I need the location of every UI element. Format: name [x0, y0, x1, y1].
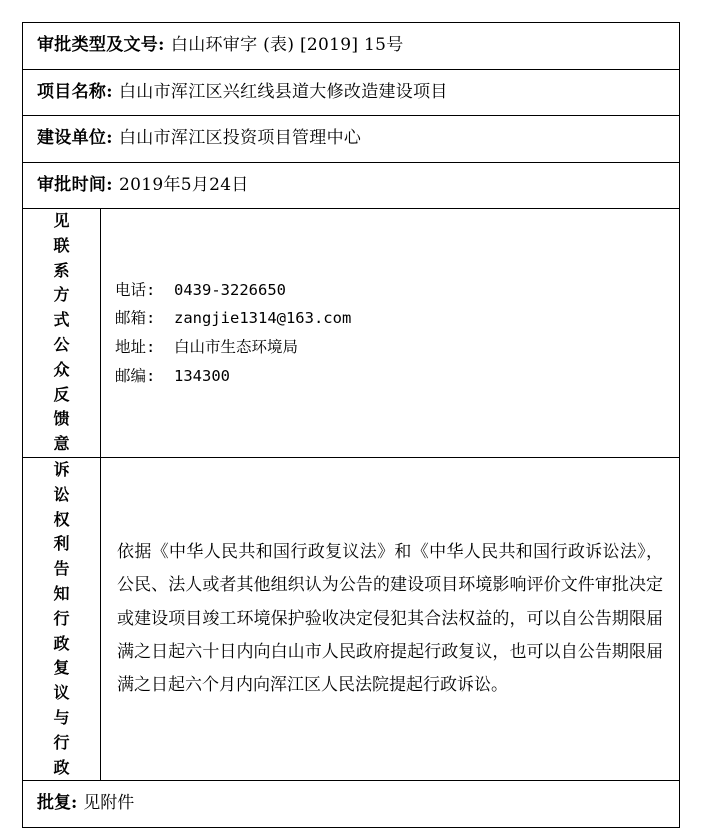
contact-email: 邮箱: zangjie1314@163.com	[115, 309, 352, 328]
approval-info-table	[22, 22, 680, 828]
table-row	[23, 209, 680, 458]
reply-label: 批复:	[37, 793, 78, 814]
vlabel-char: 反	[53, 384, 70, 404]
contact-phone: 电话: 0439-3226650	[115, 280, 286, 299]
vlabel-char: 政	[53, 633, 70, 653]
approval-type-cell	[23, 23, 680, 70]
vlabel-char: 意	[53, 434, 70, 454]
vlabel-char: 利	[53, 534, 70, 554]
table-row	[23, 781, 680, 828]
vlabel-char: 政	[53, 757, 70, 777]
table-row	[23, 162, 680, 209]
contact-address: 地址: 白山市生态环境局	[115, 337, 298, 356]
vlabel-char: 讼	[53, 484, 70, 504]
vlabel-char: 见	[53, 211, 70, 230]
appeal-text: 依据《中华人民共和国行政复议法》和《中华人民共和国行政诉讼法》，公民、法人或者其他组织认为公告的建设项目环境影响评价文件审批决定或建设项目竣工环境保护验收决定侵犯其合法权益的，可以自公告期限届满之日起六十日内向白山市人民政府提起行政复议，也可以自公告期限届满之日起六个月内向浑江区人民法院提起行政诉讼。	[117, 542, 664, 695]
vlabel-char: 与	[53, 707, 70, 727]
vlabel-char: 行	[53, 608, 70, 628]
reply-value: 见附件	[83, 793, 135, 814]
construction-unit-label: 建设单位:	[37, 128, 113, 148]
approval-time-cell	[23, 162, 680, 209]
table-row	[23, 457, 680, 780]
reply-cell	[23, 781, 680, 828]
approval-time-label: 审批时间:	[37, 174, 113, 195]
vlabel-char: 式	[53, 310, 70, 330]
vlabel-char: 诉	[53, 459, 70, 479]
table-row	[23, 69, 680, 116]
vlabel-char: 馈	[53, 409, 70, 429]
vlabel-char: 议	[53, 683, 70, 703]
table-row	[23, 23, 680, 70]
approval-type-label: 审批类型及文号:	[37, 35, 165, 55]
vlabel-char: 告	[53, 559, 70, 579]
vlabel-char: 联	[53, 235, 70, 255]
project-name-cell	[23, 69, 680, 116]
approval-time-value: 2019年5月24日	[119, 174, 249, 195]
vlabel-char: 系	[53, 260, 70, 280]
approval-type-value: 白山环审字 (表) [2019] 15号	[170, 35, 404, 55]
construction-unit-cell	[23, 116, 680, 163]
contact-vertical-label	[23, 209, 101, 458]
contact-postcode: 邮编: 134300	[115, 366, 230, 385]
project-name-label: 项目名称:	[37, 81, 113, 102]
table-row	[23, 116, 680, 163]
vlabel-char: 权	[53, 509, 70, 529]
vlabel-char: 公	[53, 334, 70, 354]
appeal-vertical-label	[23, 457, 101, 780]
vlabel-char: 方	[53, 285, 70, 305]
project-name-value: 白山市浑江区兴红线县道大修改造建设项目	[119, 81, 448, 102]
vlabel-char: 众	[53, 359, 70, 379]
contact-details-cell	[101, 209, 680, 458]
appeal-text-cell	[101, 457, 680, 780]
vlabel-char: 行	[53, 732, 70, 752]
vlabel-char: 复	[53, 658, 70, 678]
vlabel-char: 知	[53, 583, 70, 603]
construction-unit-value: 白山市浑江区投资项目管理中心	[119, 128, 362, 148]
